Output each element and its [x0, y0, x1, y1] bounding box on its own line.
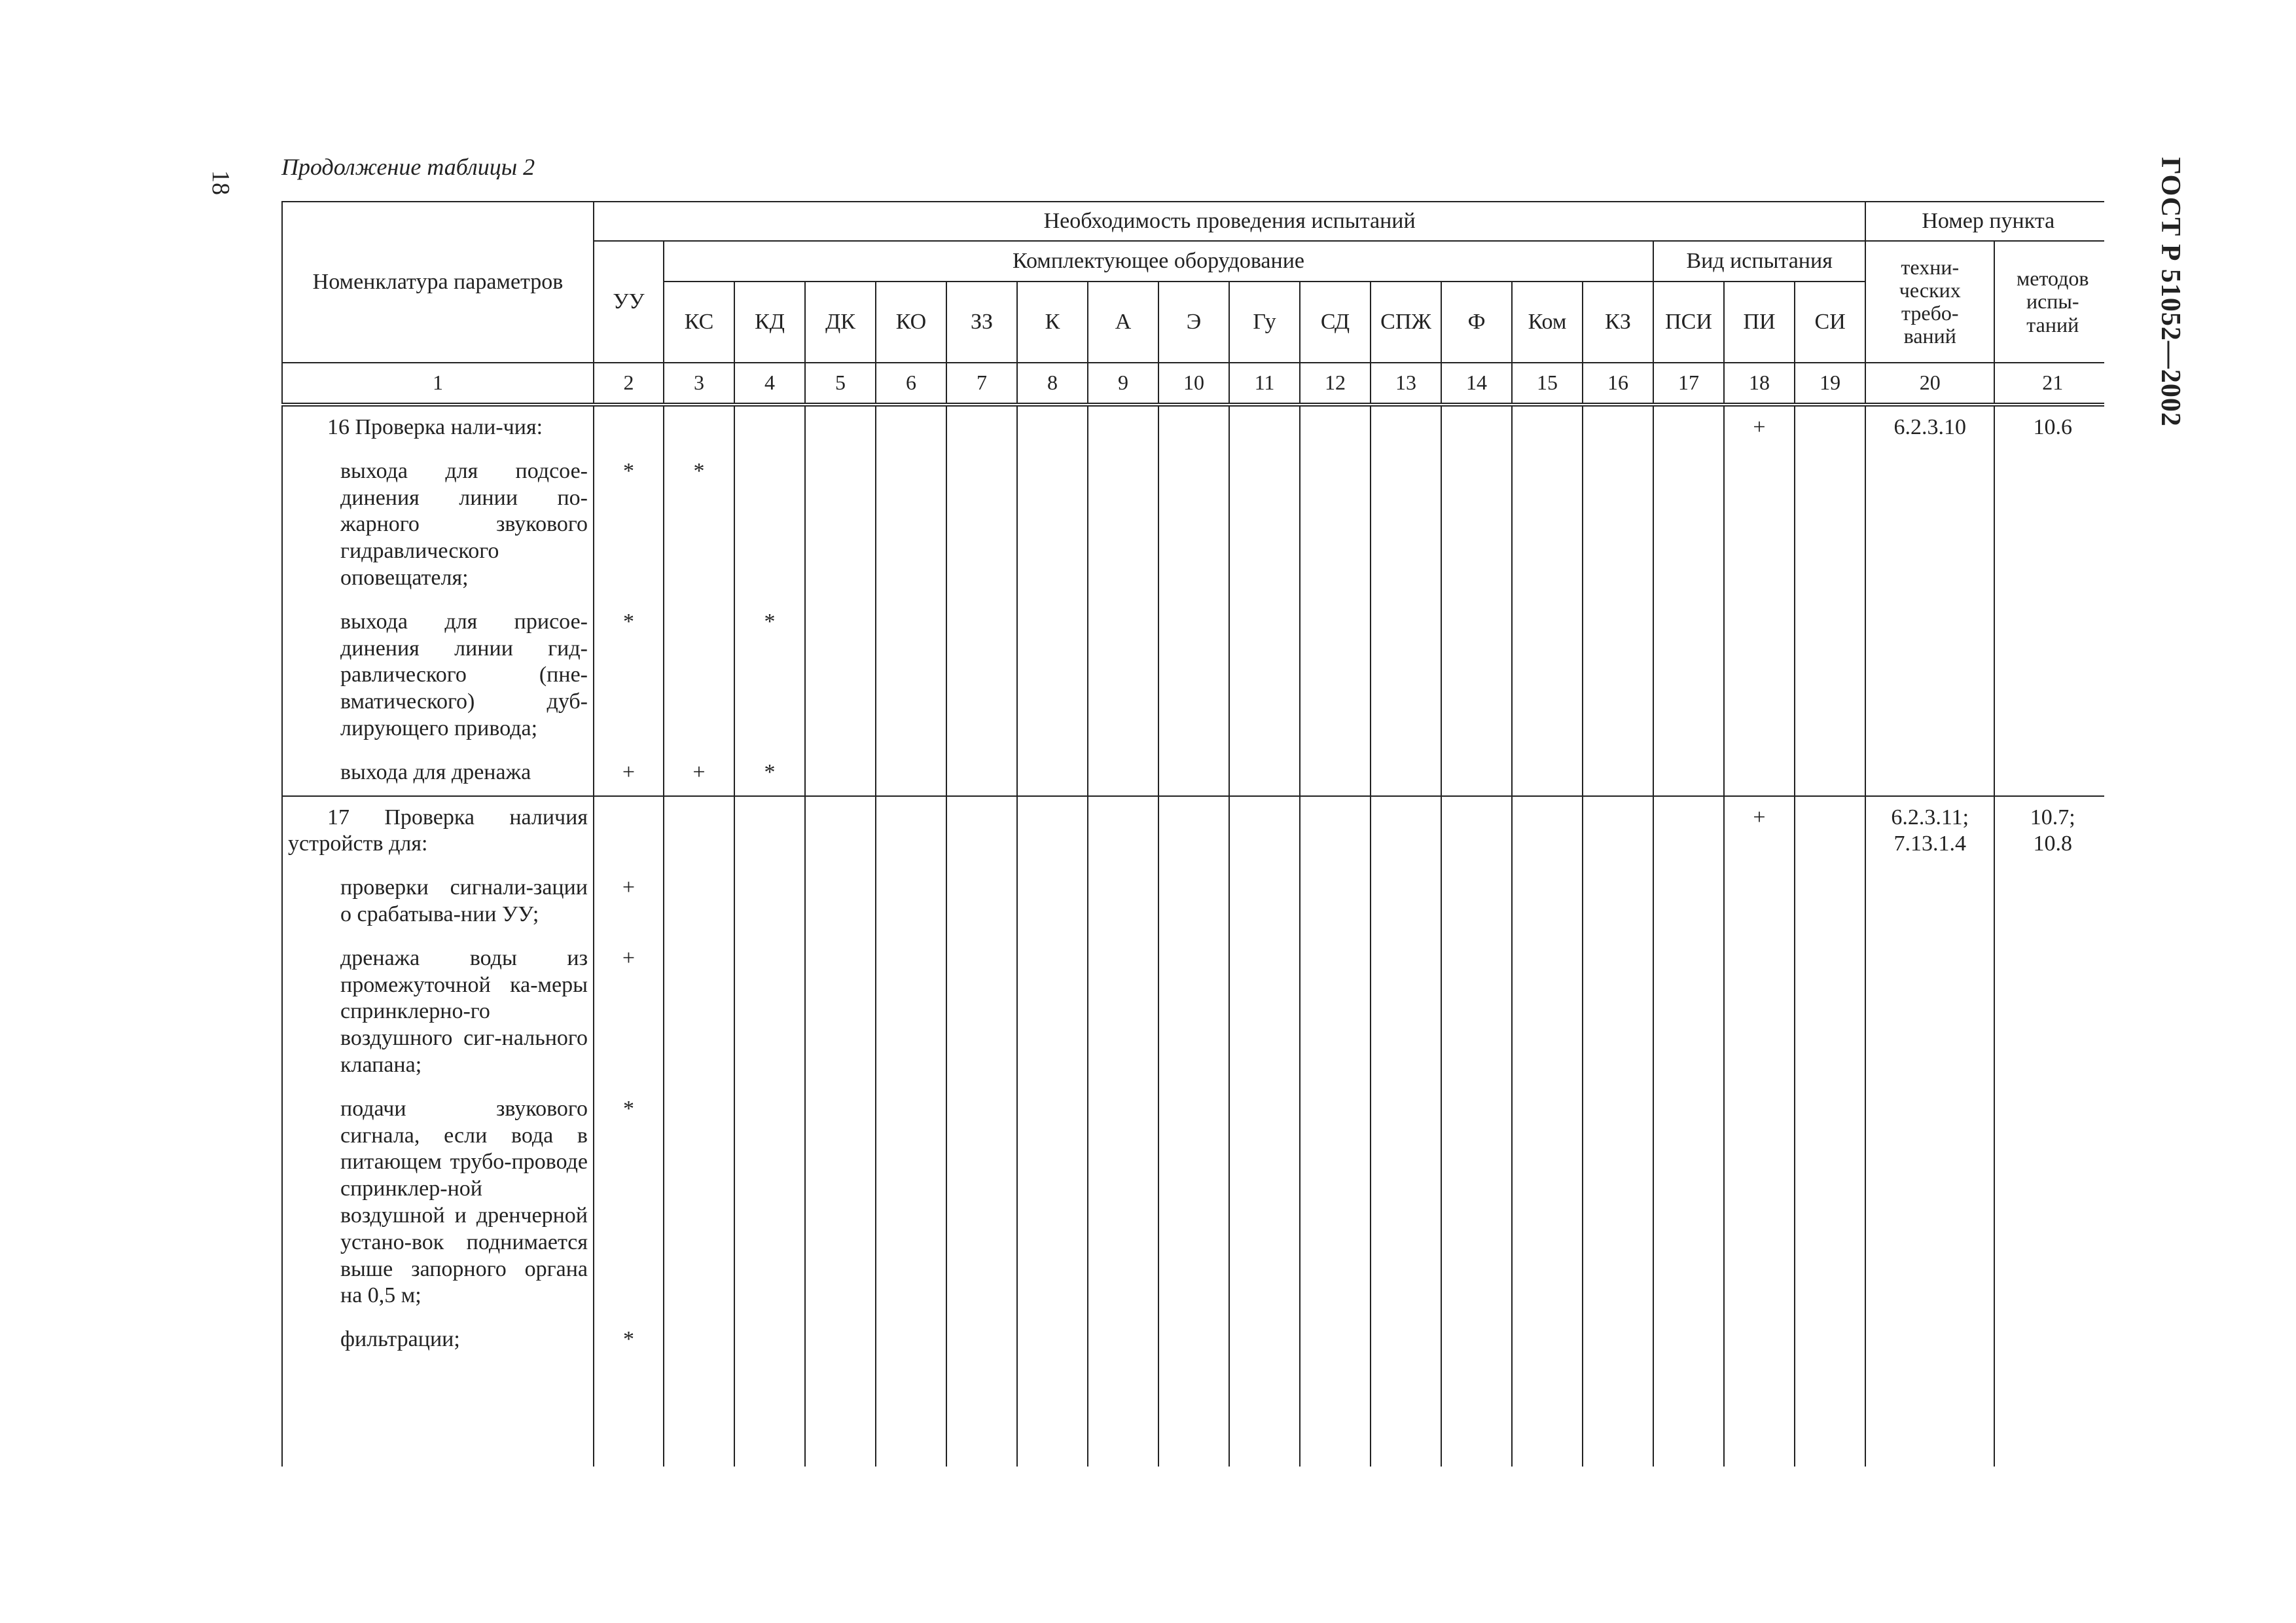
param-item: выхода для дренажа	[340, 759, 531, 784]
header-tech-req: техни- ческих требо- ваний	[1865, 241, 1994, 363]
param-item: выхода для присое-динения линии гид-равлического (пне-вматического) дуб-лирующего привода;	[340, 609, 588, 740]
header-col-f: Ф	[1441, 282, 1512, 363]
tech-req-ref: 6.2.3.11; 7.13.1.4	[1865, 796, 1994, 867]
param-cell	[282, 796, 594, 867]
table-row	[282, 796, 2104, 867]
param-title: 16 Проверка нали-чия:	[327, 415, 543, 439]
test-requirements-table	[281, 201, 2104, 1467]
mark-uu: *	[594, 1088, 664, 1319]
param-cell	[282, 752, 594, 796]
param-item: подачи звукового сигнала, если вода в питающем трубо-проводе спринклер-ной воздушной и дренчерной устано-вок поднимается выше запорного органа на 0,5 м;	[340, 1096, 588, 1308]
header-col-psi: ПСИ	[1653, 282, 1724, 363]
col-number: 13	[1371, 363, 1441, 405]
header-col-dk: ДК	[805, 282, 876, 363]
col-number: 15	[1512, 363, 1583, 405]
param-item: дренажа воды из промежуточной ка-меры спринклерно-го воздушного сиг-нального клапана;	[340, 945, 588, 1077]
page-number: 18	[207, 170, 234, 195]
col-number: 11	[1229, 363, 1300, 405]
standard-title: ГОСТ Р 51052—2002	[2155, 157, 2185, 427]
param-cell	[282, 1088, 594, 1319]
header-col-k: К	[1017, 282, 1088, 363]
param-item: фильтрации;	[340, 1327, 460, 1352]
param-cell	[282, 405, 594, 450]
test-method-ref: 10.7; 10.8	[1994, 796, 2104, 867]
header-col-ks: КС	[664, 282, 734, 363]
header-col-spzh: СПЖ	[1371, 282, 1441, 363]
col-number: 5	[805, 363, 876, 405]
header-necessity: Необходимость проведения испытаний	[594, 202, 1865, 241]
param-cell	[282, 601, 594, 752]
table-row	[282, 1088, 2104, 1319]
param-cell	[282, 938, 594, 1088]
mark-uu: *	[594, 601, 664, 752]
header-col-ko: КО	[876, 282, 946, 363]
col-number: 16	[1583, 363, 1653, 405]
header-col-zz: ЗЗ	[946, 282, 1017, 363]
param-cell	[282, 1319, 594, 1467]
header-col-e: Э	[1158, 282, 1229, 363]
mark-uu: +	[594, 938, 664, 1088]
col-number: 9	[1088, 363, 1158, 405]
test-method-ref: 10.6	[1994, 405, 2104, 450]
table-frame	[281, 201, 2104, 1478]
mark-pi: +	[1724, 796, 1795, 867]
param-cell	[282, 867, 594, 938]
table-row	[282, 405, 2104, 450]
header-col-sd: СД	[1300, 282, 1371, 363]
col-number: 12	[1300, 363, 1371, 405]
mark-uu: +	[594, 752, 664, 796]
table-row	[282, 450, 2104, 601]
header-test-type: Вид испытания	[1653, 241, 1865, 282]
col-number: 4	[734, 363, 805, 405]
col-number: 7	[946, 363, 1017, 405]
table-caption: Продолжение таблицы 2	[281, 154, 535, 180]
header-equipment: Комплектующее оборудование	[664, 241, 1653, 282]
mark-uu: +	[594, 867, 664, 938]
mark-uu: *	[594, 1319, 664, 1467]
header-col-kz: КЗ	[1583, 282, 1653, 363]
col-number: 1	[282, 363, 594, 405]
col-number: 20	[1865, 363, 1994, 405]
col-number: 21	[1994, 363, 2104, 405]
header-uu: УУ	[594, 241, 664, 363]
header-col-gu: Гу	[1229, 282, 1300, 363]
col-number: 18	[1724, 363, 1795, 405]
header-col-kom: Ком	[1512, 282, 1583, 363]
table-row	[282, 1319, 2104, 1467]
mark-kd: *	[734, 601, 805, 752]
header-test-methods: методов испы- таний	[1994, 241, 2104, 363]
header-col-si: СИ	[1795, 282, 1865, 363]
col-number: 2	[594, 363, 664, 405]
col-number: 8	[1017, 363, 1088, 405]
col-number: 14	[1441, 363, 1512, 405]
table-row	[282, 752, 2104, 796]
col-number: 3	[664, 363, 734, 405]
mark-ks: *	[664, 450, 734, 601]
header-clause-number: Номер пункта	[1865, 202, 2104, 241]
header-col-pi: ПИ	[1724, 282, 1795, 363]
mark-ks: +	[664, 752, 734, 796]
mark-kd: *	[734, 752, 805, 796]
mark-ks	[664, 601, 734, 752]
header-col-a: А	[1088, 282, 1158, 363]
table-row	[282, 938, 2104, 1088]
param-cell	[282, 450, 594, 601]
col-number: 10	[1158, 363, 1229, 405]
header-col-kd: КД	[734, 282, 805, 363]
col-number: 17	[1653, 363, 1724, 405]
mark-uu: *	[594, 450, 664, 601]
header-nomenclature: Номенклатура параметров	[282, 202, 594, 363]
mark-pi: +	[1724, 405, 1795, 450]
tech-req-ref: 6.2.3.10	[1865, 405, 1994, 450]
param-item: проверки сигнали-зации о срабатыва-нии УУ;	[340, 875, 588, 926]
col-number: 6	[876, 363, 946, 405]
table-row	[282, 867, 2104, 938]
col-number: 19	[1795, 363, 1865, 405]
mark-kd	[734, 450, 805, 601]
table-row	[282, 601, 2104, 752]
param-item: выхода для подсое-динения линии по-жарного звукового гидравлического оповещателя;	[340, 458, 588, 590]
param-title: 17 Проверка наличия устройств для:	[288, 805, 588, 856]
